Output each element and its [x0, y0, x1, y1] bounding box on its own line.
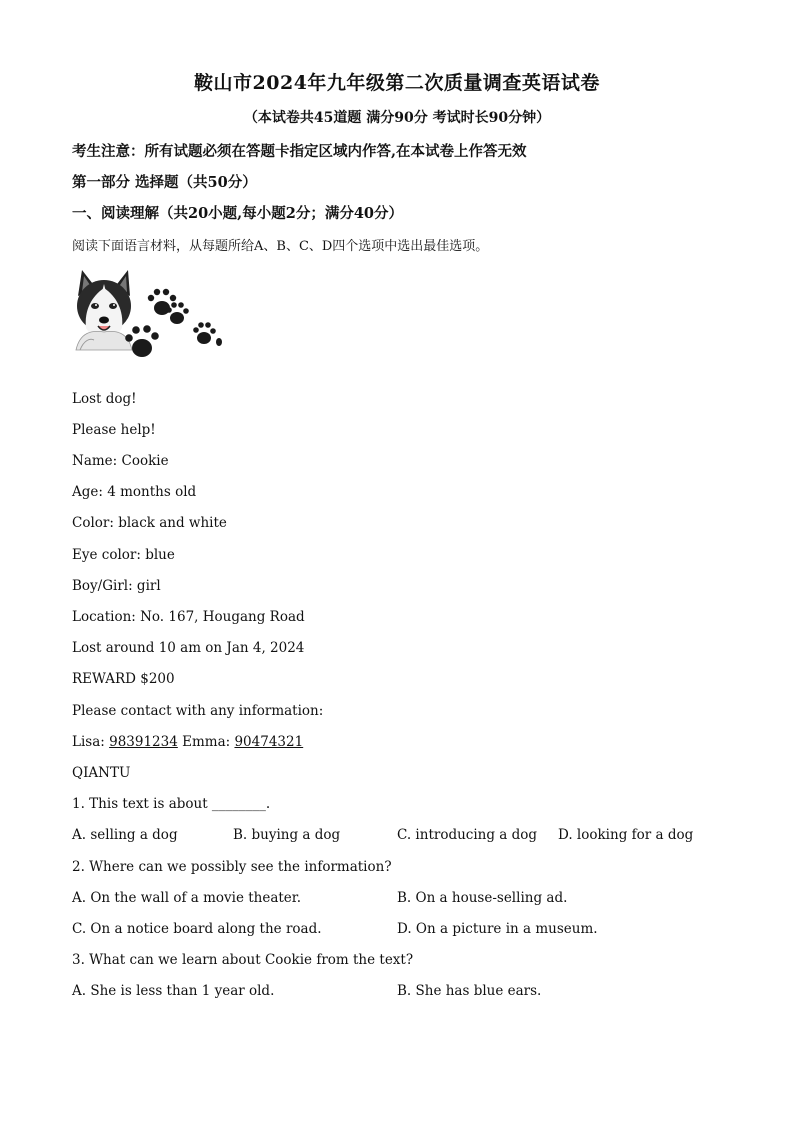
husky-paw-illustration: [70, 266, 222, 370]
q2-option-b: B. On a house-selling ad.: [397, 890, 568, 906]
exam-subtitle: （本试卷共45道题 满分90分 考试时长90分钟）: [243, 110, 551, 126]
lisa-label: Lisa:: [72, 734, 110, 750]
paw-prints-icon: [125, 289, 222, 357]
lost-time: Lost around 10 am on Jan 4, 2024: [72, 640, 305, 656]
emma-label: Emma:: [177, 734, 235, 750]
q1-option-d: D. looking for a dog: [558, 827, 694, 843]
dog-eye-color: Eye color: blue: [72, 547, 175, 563]
contact-prompt: Please contact with any information:: [72, 703, 324, 719]
q2-option-a: A. On the wall of a movie theater.: [72, 890, 302, 906]
emma-phone: 90474321: [234, 734, 304, 750]
part-one-heading: 第一部分 选择题（共50分）: [72, 174, 257, 191]
candidate-notice: 考生注意：所有试题必须在答题卡指定区域内作答,在本试卷上作答无效: [72, 143, 527, 160]
q1-option-b: B. buying a dog: [233, 827, 341, 843]
reward: REWARD $200: [72, 671, 175, 687]
husky-dog-icon: [76, 270, 132, 350]
lost-location: Location: No. 167, Hougang Road: [72, 609, 305, 625]
poster-signature: QIANTU: [72, 765, 131, 781]
reading-section-heading: 一、阅读理解（共20小题,每小题2分；满分40分）: [72, 205, 403, 222]
dog-age: Age: 4 months old: [72, 484, 197, 500]
poster-plea: Please help!: [72, 422, 156, 438]
q3-option-b: B. She has blue ears.: [397, 983, 542, 999]
dog-name: Name: Cookie: [72, 453, 169, 469]
q3-option-a: A. She is less than 1 year old.: [72, 983, 275, 999]
dog-color: Color: black and white: [72, 515, 227, 531]
q1-option-a: A. selling a dog: [72, 827, 178, 843]
poster-heading: Lost dog!: [72, 391, 137, 407]
question-2-stem: 2. Where can we possibly see the information?: [72, 859, 392, 875]
dog-gender: Boy/Girl: girl: [72, 578, 161, 594]
question-3-stem: 3. What can we learn about Cookie from the text?: [72, 952, 414, 968]
q2-option-c: C. On a notice board along the road.: [72, 921, 322, 937]
q1-option-c: C. introducing a dog: [397, 827, 538, 843]
exam-title: 鞍山市2024年九年级第二次质量调查英语试卷: [194, 72, 600, 94]
lisa-phone: 98391234: [109, 734, 178, 750]
contact-line: [72, 734, 303, 750]
instruction-text: 阅读下面语言材料，从每题所给A、B、C、D四个选项中选出最佳选项。: [72, 239, 489, 254]
question-1-stem: 1. This text is about ________.: [72, 796, 271, 812]
q2-option-d: D. On a picture in a museum.: [397, 921, 598, 937]
